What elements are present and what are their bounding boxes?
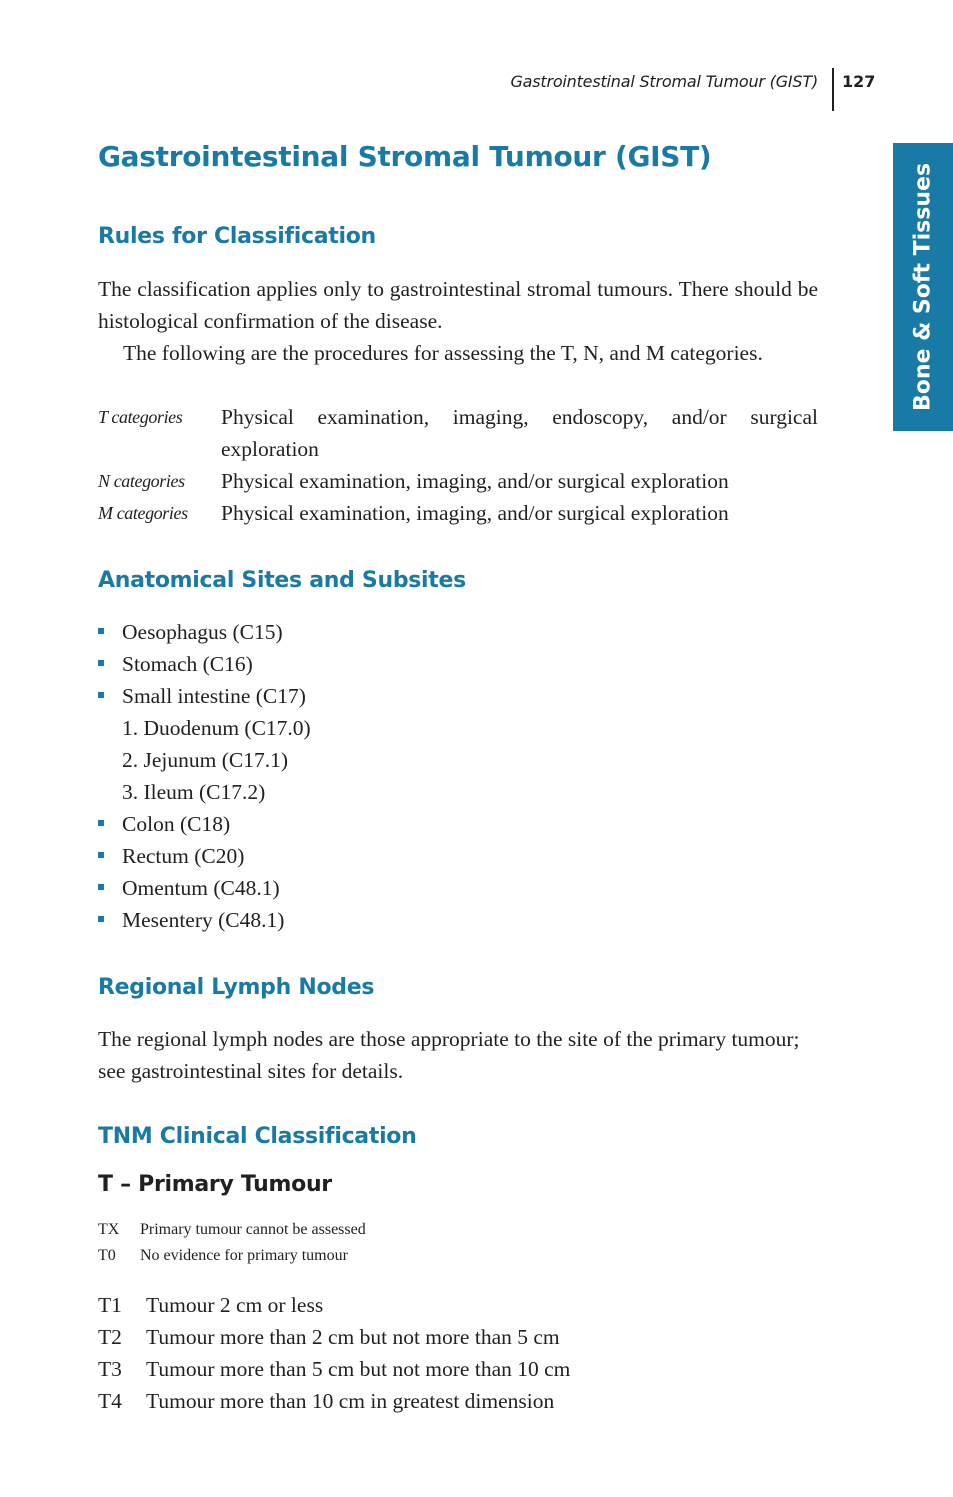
t-code: TX [98,1221,120,1238]
sub-list-item: 1. Duodenum (C17.0) [122,716,311,740]
tnm-heading: TNM Clinical Classification [98,1124,417,1149]
category-key: M categories [98,503,188,523]
lymph-heading: Regional Lymph Nodes [98,975,375,1000]
rules-heading: Rules for Classification [98,224,376,249]
rules-paragraph-2: The following are the procedures for assessing the T, N, and M categories. [123,341,763,365]
t-code: T1 [98,1293,122,1317]
t-description: Tumour 2 cm or less [146,1293,324,1317]
category-row-n [98,465,818,497]
t-description: No evidence for primary tumour [140,1247,348,1264]
t-major-row [98,1321,560,1353]
category-key: T categories [98,407,183,427]
t-description: Primary tumour cannot be assessed [140,1221,366,1238]
page-title: Gastrointestinal Stromal Tumour (GIST) [98,140,712,173]
t-major-row [98,1289,323,1321]
bullet-icon [98,660,104,666]
header-divider [832,68,834,111]
t-minor-row [98,1243,348,1269]
category-key: N categories [98,471,185,491]
sub-list-item: 3. Ileum (C17.2) [122,780,266,804]
t-minor-row [98,1217,366,1243]
category-row-m [98,497,818,529]
t-code: T4 [98,1389,122,1413]
t-major-row [98,1353,570,1385]
t-description: Tumour more than 2 cm but not more than 5 cm [146,1325,560,1349]
category-value: Physical examination, imaging, and/or surgical exploration [221,501,729,525]
bullet-icon [98,884,104,890]
t-description: Tumour more than 10 cm in greatest dimension [146,1389,555,1413]
side-tab-label: Bone & Soft Tissues [910,162,936,412]
category-value: Physical examination, imaging, endoscopy, and/or surgical exploration [221,405,818,461]
sub-list-item: 2. Jejunum (C17.1) [122,748,289,772]
category-row-t [98,401,818,465]
bullet-icon [98,916,104,922]
bullet-icon [98,692,104,698]
bullet-icon [98,628,104,634]
side-tab [893,143,953,431]
category-value: Physical examination, imaging, and/or surgical exploration [221,469,729,493]
t-code: T3 [98,1357,122,1381]
bullet-icon [98,852,104,858]
bullet-icon [98,820,104,826]
t-major-row [98,1385,554,1417]
page-number: 127 [842,72,876,91]
t-primary-heading: T – Primary Tumour [98,1172,332,1197]
rules-paragraph-1: The classification applies only to gastrointestinal stromal tumours. There should be histological confirmation of the disease. [98,277,818,333]
t-description: Tumour more than 5 cm but not more than 10 cm [146,1357,571,1381]
t-code: T2 [98,1325,122,1349]
sites-heading: Anatomical Sites and Subsites [98,568,466,593]
running-title: Gastrointestinal Stromal Tumour (GIST) [510,72,818,91]
t-code: T0 [98,1247,116,1264]
lymph-paragraph: The regional lymph nodes are those appropriate to the site of the primary tumour; see gastrointestinal sites for details. [98,1027,800,1083]
